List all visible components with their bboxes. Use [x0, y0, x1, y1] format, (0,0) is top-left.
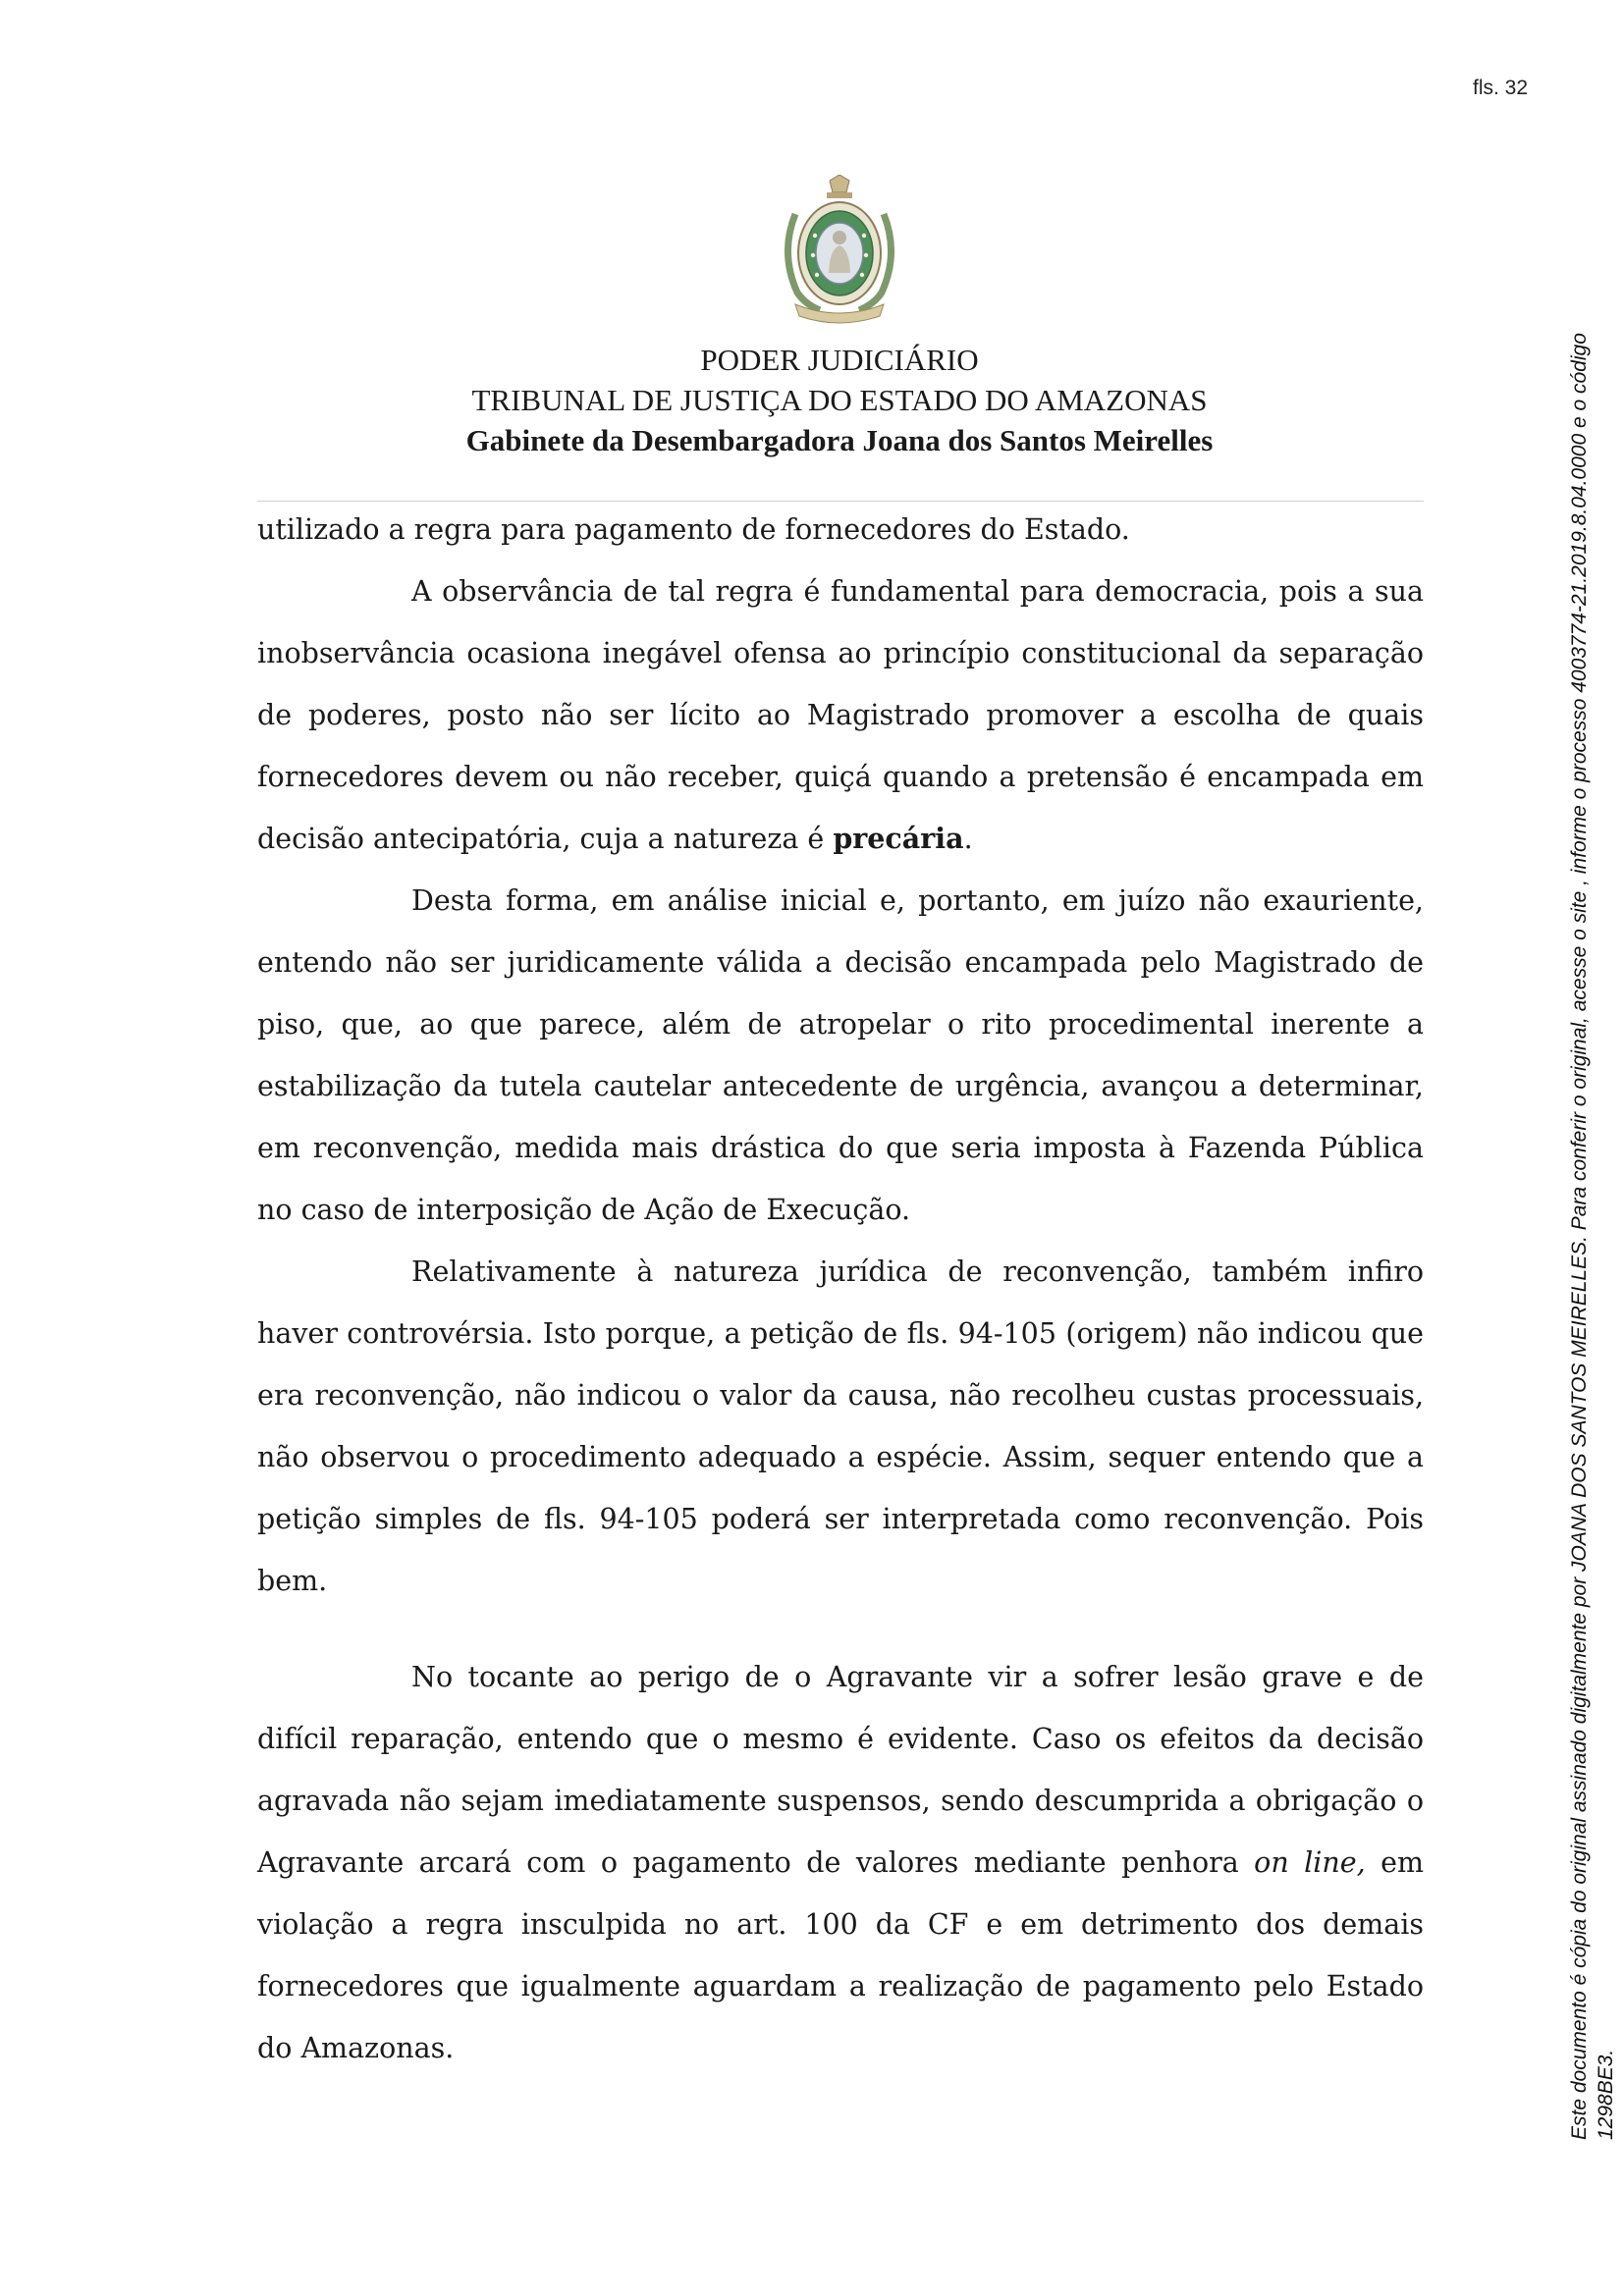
document-header: [0, 340, 1624, 460]
paragraph-text: No tocante ao perigo de o Agravante vir a sofrer lesão grave e de difícil reparação, entendo que o mesmo é evidente. Caso os efeitos da decisão agravada não sejam imediatamente suspensos, sendo descumprida a obrigação o Agravante arcará com o pagamento de valores mediante penhora: [257, 1661, 1424, 1879]
header-line-tribunal: TRIBUNAL DE JUSTIÇA DO ESTADO DO AMAZONAS: [471, 383, 1208, 417]
signature-note-line-1: Este documento é cópia do original assinado digitalmente por JOANA DOS SANTOS MEIRELLES. Para conferir o original, acesse o site , informe o processo 4003774-21.2019.8.04.0000 e o código: [1568, 333, 1591, 2140]
paragraph-desta-forma: Desta forma, em análise inicial e, portanto, em juízo não exauriente, entendo não ser juridicamente válida a decisão encampada pelo Magistrado de piso, que, ao que parece, além de atropelar o rito procedimental inerente a estabilização da tutela cautelar antecedente de urgência, avançou a determinar, em reconvenção, medida mais drástica do que seria imposta à Fazenda Pública no caso de interposição de Ação de Execução.: [257, 884, 1424, 1226]
signature-note-line-2: 1298BE3.: [1595, 2049, 1617, 2140]
bold-term: precária: [833, 822, 964, 855]
header-line-poder: PODER JUDICIÁRIO: [700, 343, 979, 377]
paragraph-perigo: [257, 1646, 1424, 2079]
paragraph-text-end: .: [963, 823, 973, 855]
body-block-1: [257, 499, 1424, 1612]
digital-signature-note: [1566, 216, 1619, 2140]
paragraph-text-end: em violação a regra insculpida no art. 100 da CF e em detrimento dos demais fornecedores que igualmente aguardam a realização de pagamento pelo Estado do Amazonas.: [257, 1846, 1424, 2064]
header-line-gabinete: Gabinete da Desembargadora Joana dos Santos Meirelles: [465, 423, 1214, 457]
court-coat-of-arms-icon: [776, 175, 903, 327]
italic-term: on line,: [1254, 1846, 1366, 1879]
body-block-2: [257, 1646, 1424, 2079]
paragraph-reconvencao: Relativamente à natureza jurídica de reconvenção, também infiro haver controvérsia. Isto porque, a petição de fls. 94-105 (origem) não indicou que era reconvenção, não indicou o valor da causa, não recolheu custas processuais, não observou o procedimento adequado a espécie. Assim, sequer entendo que a petição simples de fls. 94-105 poderá ser interpretada como reconvenção. Pois bem.: [257, 1255, 1424, 1597]
paragraph-observancia: [257, 561, 1424, 870]
page-number-marker: fls. 32: [1473, 77, 1529, 99]
paragraph-continuation: utilizado a regra para pagamento de fornecedores do Estado.: [257, 513, 1130, 546]
paragraph-text: A observância de tal regra é fundamental para democracia, pois a sua inobservância ocasiona inegável ofensa ao princípio constitucional da separação de poderes, posto não ser lícito ao Magistrado promover a escolha de quais fornecedores devem ou não receber, quiçá quando a pretensão é encampada em decisão antecipatória, cuja a natureza é: [257, 575, 1424, 855]
